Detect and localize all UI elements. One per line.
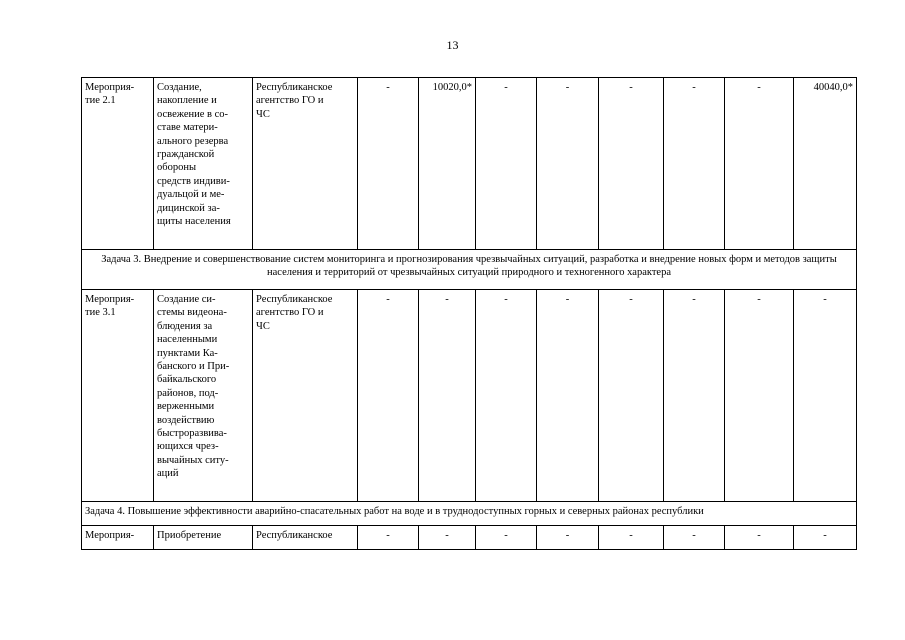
task-heading: Задача 4. Повышение эффективности аварийно-спасательных работ на воде и в труднодоступных горных и северных районах республики: [82, 502, 857, 526]
value-cell: -: [476, 78, 537, 250]
measure-name: Мероприя- тие 3.1: [85, 294, 135, 319]
page-number: 13: [446, 38, 459, 52]
table-row-task-3: [82, 250, 857, 290]
value-cell: -: [599, 290, 664, 502]
program-table: [81, 77, 857, 550]
measure-name-cell: [82, 526, 154, 550]
value-cell: -: [358, 526, 419, 550]
value-cell: -: [358, 78, 419, 250]
measure-name: Мероприя-: [85, 530, 135, 541]
measure-description: Создание, накопление и освежение в со- ставе матери- ального резерва гражданской обороны средств индиви- дуальцой и ме- дицинской за- щиты населения: [157, 82, 231, 228]
value-cell: -: [476, 526, 537, 550]
table-row-measure-2-1: [82, 78, 857, 250]
measure-executor: Республиканское агентство ГО и ЧС: [256, 82, 333, 120]
value-cell: -: [664, 290, 725, 502]
measure-name-cell: [82, 78, 154, 250]
measure-description-cell: [154, 526, 253, 550]
measure-description: Создание си- стемы видеона- блюдения за населенными пунктами Ка- банского и При- байкальского районов, под- верженными воздействию быстроразвива- ющихся чрез- вычайных ситу- аций: [157, 294, 230, 480]
table-row-task-4: [82, 502, 857, 526]
value-cell: -: [419, 290, 476, 502]
measure-name-cell: [82, 290, 154, 502]
measure-description-cell: [154, 78, 253, 250]
value-cell: -: [599, 526, 664, 550]
measure-executor-cell: [253, 78, 358, 250]
measure-executor: Республиканское агентство ГО и ЧС: [256, 294, 333, 332]
value-cell: -: [794, 526, 857, 550]
table-row-measure-3-1: [82, 290, 857, 502]
value-cell: -: [419, 526, 476, 550]
measure-name: Мероприя- тие 2.1: [85, 82, 135, 107]
value-cell: -: [794, 290, 857, 502]
measure-description-cell: [154, 290, 253, 502]
value-cell: -: [725, 526, 794, 550]
value-cell: -: [725, 78, 794, 250]
table-row-measure-partial: [82, 526, 857, 550]
value-cell: -: [537, 290, 599, 502]
value-cell: -: [664, 78, 725, 250]
value-cell: -: [725, 290, 794, 502]
value-cell: -: [476, 290, 537, 502]
value-cell: -: [537, 526, 599, 550]
value-cell: -: [358, 290, 419, 502]
measure-description: Приобретение: [157, 530, 222, 541]
measure-executor-cell: [253, 526, 358, 550]
value-cell: -: [537, 78, 599, 250]
value-cell: 10020,0*: [419, 78, 476, 250]
measure-executor: Республиканское: [256, 530, 333, 541]
value-cell: 40040,0*: [794, 78, 857, 250]
value-cell: -: [599, 78, 664, 250]
measure-executor-cell: [253, 290, 358, 502]
task-heading: Задача 3. Внедрение и совершенствование систем мониторинга и прогнозирования чрезвычайных ситуаций, разработка и внедрение новых форм и методов защиты населения и территорий от чрезвычайных ситуаций природного и техногенного характера: [82, 250, 857, 290]
value-cell: -: [664, 526, 725, 550]
